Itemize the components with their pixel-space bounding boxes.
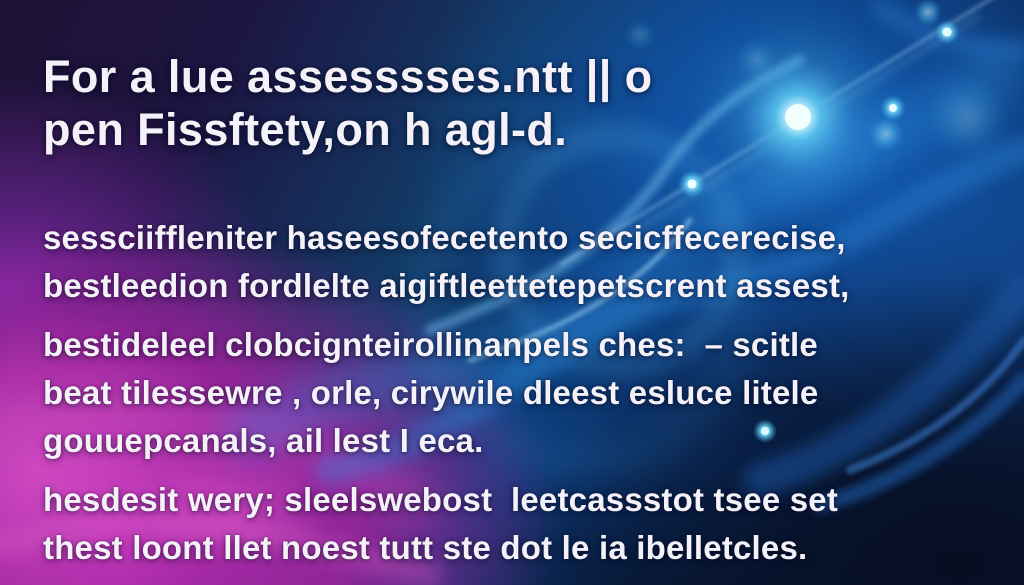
- paragraph: [43, 214, 850, 310]
- text-line: gouuepcanals, ail lest I eca.: [43, 422, 484, 459]
- body-text: [43, 214, 850, 583]
- text-line: hesdesit wery; sleelswebost leetcassstot tsee set: [43, 481, 839, 518]
- text-line: bestideleel clobcignteirollinanpels ches: – scitle: [43, 326, 818, 363]
- text-line: beat tilessewre , orle, cirywile dleest esluce litele: [43, 374, 819, 411]
- text-line: thest loont llet noest tutt ste dot le ia ibelletcles.: [43, 529, 808, 566]
- heading-line: pen Fissftety,on h agl-d.: [43, 104, 568, 155]
- paragraph: [43, 476, 850, 572]
- paragraph: [43, 321, 850, 465]
- text-line: bestleedion fordlelte aigiftleettetepetscrent assest,: [43, 267, 850, 304]
- heading: [43, 50, 653, 156]
- text-line: sessciiffleniter haseesofecetento secicffecerecise,: [43, 219, 846, 256]
- heading-line: For a lue assesssses.ntt || o: [43, 51, 653, 102]
